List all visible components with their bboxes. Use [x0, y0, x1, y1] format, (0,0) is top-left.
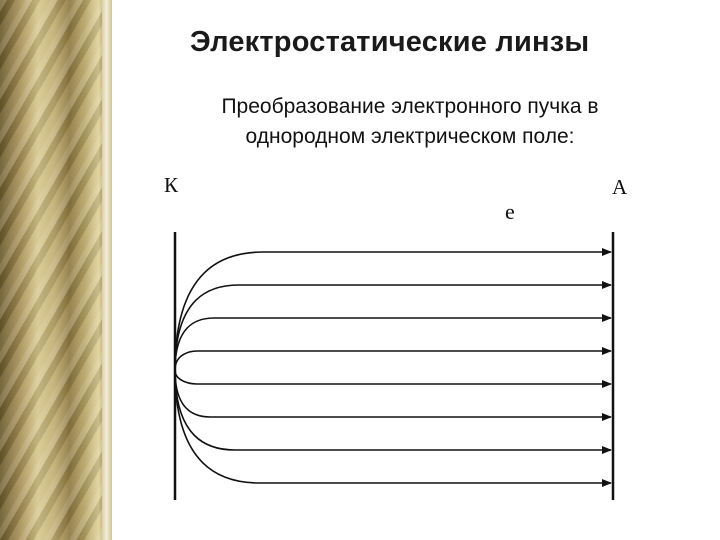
subtitle-line-1: Преобразование электронного пучка в	[221, 95, 599, 118]
electron-trajectory	[175, 370, 611, 450]
electron-trajectory	[175, 370, 611, 384]
electron-trajectory	[175, 252, 611, 370]
anode-label: А	[612, 175, 628, 199]
electron-trajectories	[175, 252, 611, 483]
electron-trajectory	[175, 285, 611, 370]
electron-trajectory	[175, 370, 611, 483]
slide-title: Электростатические линзы	[190, 26, 590, 58]
electron-label: е	[505, 199, 515, 224]
electron-trajectory	[175, 351, 611, 370]
electron-trajectory	[175, 318, 611, 370]
subtitle-line-2: однородном электрическом поле:	[245, 125, 575, 148]
electron-trajectory	[175, 370, 611, 417]
cathode-label: К	[164, 173, 179, 197]
